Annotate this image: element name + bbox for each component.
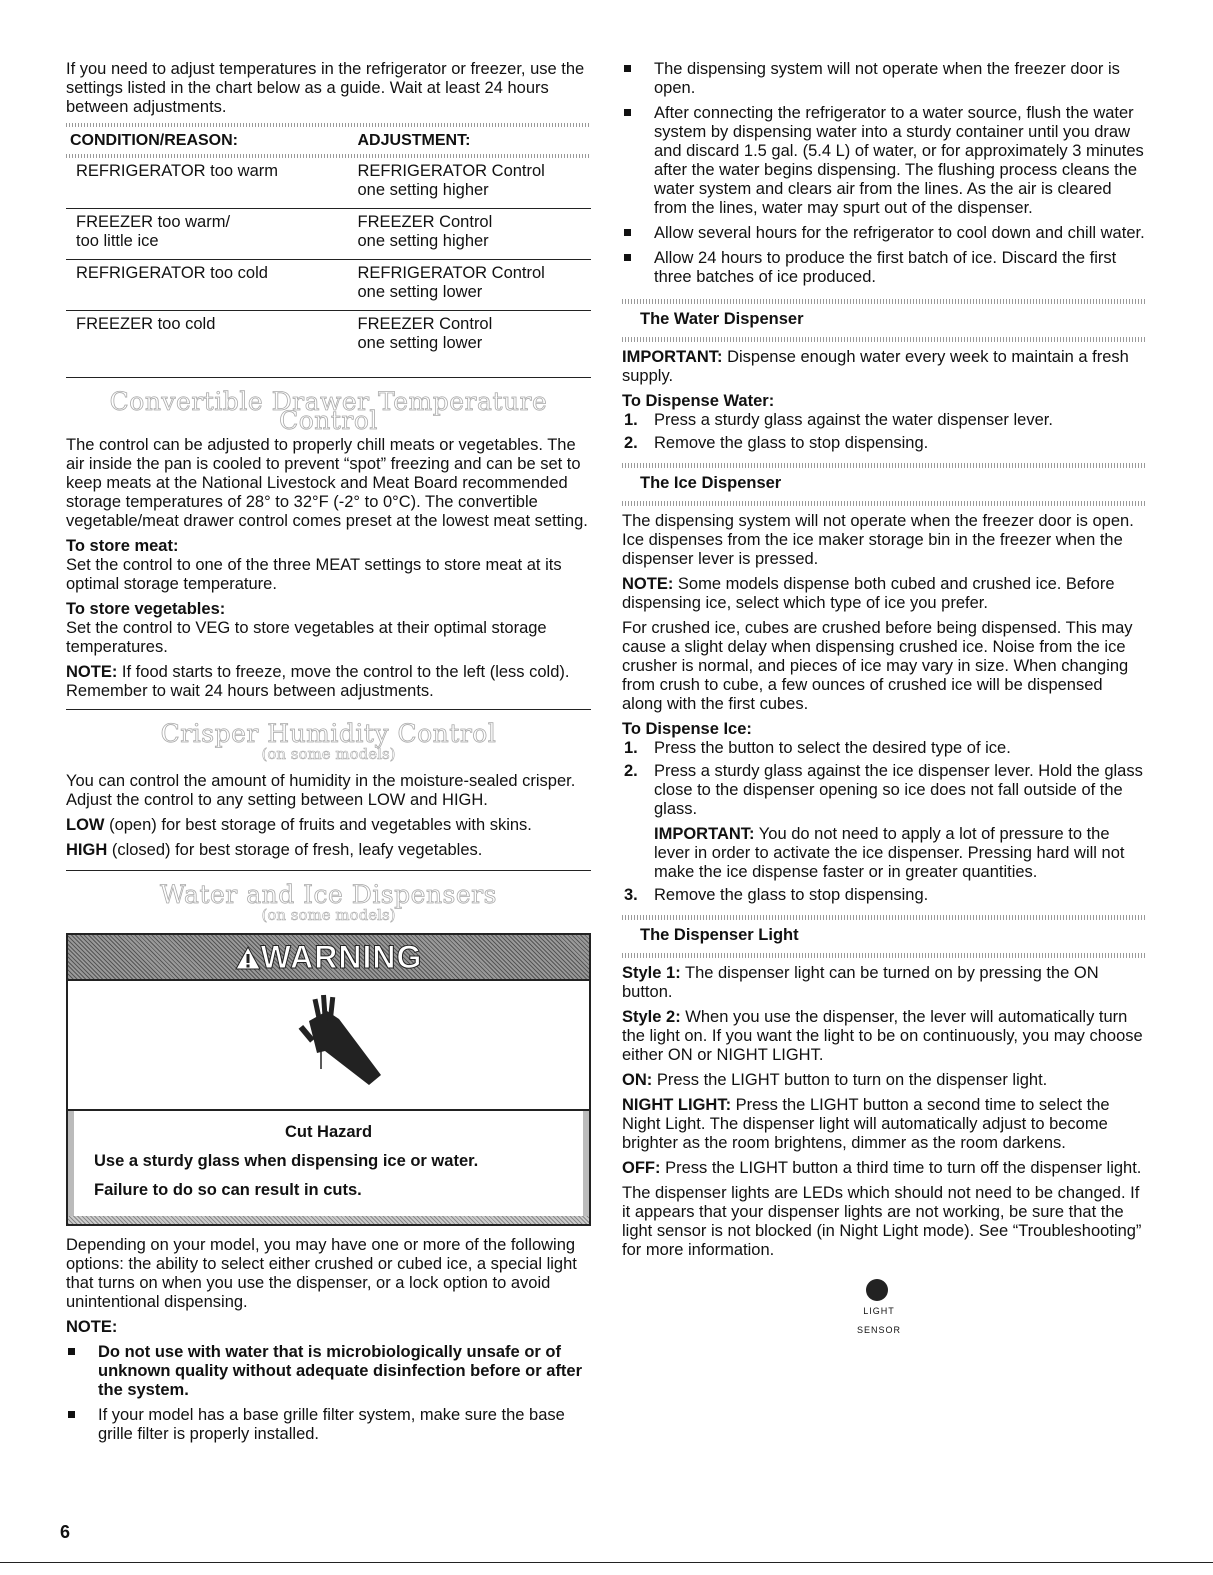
cut-hazard-hand-icon xyxy=(68,979,589,1111)
convertible-note: NOTE: If food starts to freeze, move the control to the left (less cold). Remember to wait 24 hours between adjustments. xyxy=(66,663,570,700)
table-header-condition: CONDITION/REASON: xyxy=(70,132,238,149)
list-item: 1. Press a sturdy glass against the water dispenser lever. xyxy=(624,411,1053,429)
dispensers-subtitle: (on some models) xyxy=(261,906,396,924)
light-style1: Style 1: The dispenser light can be turned on by pressing the ON button. xyxy=(622,964,1099,1001)
section-rule xyxy=(66,709,591,710)
divider xyxy=(622,915,1147,920)
condition-cell: FREEZER too cold xyxy=(76,315,216,333)
warning-triangle-icon xyxy=(235,945,261,971)
list-item: 1. Press the button to select the desired type of ice. xyxy=(624,739,1011,757)
light-heading: The Dispenser Light xyxy=(640,926,799,944)
warning-header xyxy=(68,935,589,979)
light-off: OFF: Press the LIGHT button a third time to turn off the dispenser light. xyxy=(622,1159,1142,1177)
divider xyxy=(622,501,1147,506)
list-item: The dispensing system will not operate when the freezer door is open. xyxy=(622,60,1147,98)
list-item: 2. Press a sturdy glass against the ice dispenser lever. Hold the glass close to the dispenser opening so ice does not fall outside of the glass. IMPORTANT: You do not need to apply a lot of pressure to the lever in order to activate the ice dispenser. Pressing hard will not make the ice dispense faster or in greater quantities. xyxy=(622,762,1147,882)
crisper-low: LOW (open) for best storage of fruits and vegetables with skins. xyxy=(66,816,532,834)
list-item: Do not use with water that is microbiologically unsafe or of unknown quality without adequate disinfection before or after the system. xyxy=(66,1343,591,1400)
section-rule xyxy=(66,377,591,378)
list-item: If your model has a base grille filter system, make sure the base grille filter is properly installed. xyxy=(66,1406,591,1444)
right-column xyxy=(622,60,1147,1335)
warning-line1: Use a sturdy glass when dispensing ice or water. xyxy=(94,1152,479,1170)
ice-steps xyxy=(622,739,1147,905)
divider xyxy=(622,337,1147,342)
adjustment-table xyxy=(66,129,591,361)
list-item: After connecting the refrigerator to a water source, flush the water system by dispensing water into a sturdy container until you draw and discard 1.5 gal. (5.4 L) of water, or for approximately 3 minutes after the water begins dispensing. The flushing process cleans the water system and clears air from the lines. As the air is cleared from the lines, water may spurt out of the dispenser. xyxy=(622,104,1147,218)
adjustment-cell: FREEZER Control one setting higher xyxy=(350,209,592,260)
ice-heading: The Ice Dispenser xyxy=(640,474,782,492)
divider xyxy=(622,953,1147,958)
condition-cell: REFRIGERATOR too warm xyxy=(66,158,350,209)
section-rule xyxy=(66,870,591,871)
list-item: Allow 24 hours to produce the first batch of ice. Discard the first three batches of ice produced. xyxy=(622,249,1147,287)
options-bullets xyxy=(66,1343,591,1444)
adjustment-cell: REFRIGERATOR Control one setting higher xyxy=(350,158,592,209)
crisper-high: HIGH (closed) for best storage of fresh, leafy vegetables. xyxy=(66,841,483,859)
table-row xyxy=(66,311,591,362)
water-steps xyxy=(622,411,1147,453)
convertible-body: The control can be adjusted to properly chill meats or vegetables. The air inside the pan is cooled to prevent “spot” freezing and can be set to keep meats at the National Livestock and Meat Board recommended storage temperatures of 28° to 32°F (-2° to 0°C). The convertible vegetable/meat drawer control comes preset at the lowest meat setting. xyxy=(66,436,588,530)
dispenser-bullets xyxy=(622,60,1147,287)
table-row xyxy=(66,158,591,209)
warning-footer xyxy=(68,1216,589,1224)
crisper-body: You can control the amount of humidity in the moisture-sealed crisper. Adjust the control to any setting between LOW and HIGH. xyxy=(66,772,576,809)
condition-cell: FREEZER too warm/ too little ice xyxy=(66,209,350,260)
list-item: 2. Remove the glass to stop dispensing. xyxy=(624,434,929,452)
warning-body xyxy=(68,1111,589,1216)
options-body: Depending on your model, you may have one or more of the following options: the ability to select either crushed or cubed ice, a special light that turns on when you use the dispenser, or a lock option to avoid unintentional dispensing. xyxy=(66,1236,577,1311)
warning-line2: Failure to do so can result in cuts. xyxy=(94,1181,362,1199)
divider xyxy=(622,299,1147,304)
table-header-adjustment: ADJUSTMENT: xyxy=(357,132,471,149)
light-sensor-icon xyxy=(832,1270,922,1335)
hazard-name: Cut Hazard xyxy=(284,1123,373,1141)
page-number: 6 xyxy=(60,1522,71,1542)
adjustment-cell: FREEZER Control one setting lower xyxy=(357,315,493,352)
divider xyxy=(622,463,1147,468)
light-last: The dispenser lights are LEDs which should not need to be changed. If it appears that your dispenser lights are not working, be sure that the light sensor is not blocked (in Night Light mode). See “Troubleshooting” for more information. xyxy=(622,1184,1142,1259)
ice-to-label: To Dispense Ice: xyxy=(622,720,752,738)
crisper-title: Crisper Humidity Control xyxy=(160,719,497,748)
light-style2: Style 2: When you use the dispenser, the lever will automatically turn the light on. If you want the light to be on continuously, you may choose either ON or NIGHT LIGHT. xyxy=(622,1008,1143,1064)
table-row xyxy=(66,260,591,311)
ice-important: IMPORTANT: You do not need to apply a lot of pressure to the lever in order to activate the ice dispenser. Pressing hard will not make the ice dispense faster or in greater quantities. xyxy=(654,825,1125,881)
options-note-label: NOTE: xyxy=(66,1318,118,1336)
veg-text: Set the control to VEG to store vegetables at their optimal storage temperatures. xyxy=(66,619,547,656)
adjustment-cell: REFRIGERATOR Control one setting lower xyxy=(350,260,592,311)
ice-note: NOTE: Some models dispense both cubed and crushed ice. Before dispensing ice, select which type of ice you prefer. xyxy=(622,575,1115,612)
light-on: ON: Press the LIGHT button to turn on the dispenser light. xyxy=(622,1071,1048,1089)
meat-label: To store meat: xyxy=(66,537,179,555)
light-night: NIGHT LIGHT: Press the LIGHT button a second time to select the Night Light. The dispenser light will automatically adjust to become brighter as the room brightens, dimmer as the room darkens. xyxy=(622,1096,1110,1152)
crisper-subtitle: (on some models) xyxy=(261,745,396,763)
dispensers-title: Water and Ice Dispensers xyxy=(160,880,497,909)
list-item: Allow several hours for the refrigerator to cool down and chill water. xyxy=(622,224,1147,243)
list-item: 3. Remove the glass to stop dispensing. xyxy=(624,886,929,904)
ice-p2: For crushed ice, cubes are crushed before being dispensed. This may cause a slight delay when dispensing crushed ice. Noise from the ice crusher is normal, and pieces of ice may vary in size. When changing from crush to cube, a few ounces of crushed ice will be dispensed along with the first cubes. xyxy=(622,619,1133,713)
ice-p1: The dispensing system will not operate when the freezer door is open. Ice dispenses from the ice maker storage bin in the freezer when the dispenser lever is pressed. xyxy=(622,512,1134,568)
condition-cell: REFRIGERATOR too cold xyxy=(66,260,350,311)
bottom-rule xyxy=(0,1562,1213,1563)
meat-text: Set the control to one of the three MEAT settings to store meat at its optimal storage temperature. xyxy=(66,556,562,593)
table-row xyxy=(66,209,591,260)
light-sensor-label: LIGHT SENSOR xyxy=(856,1306,901,1335)
warning-box xyxy=(66,933,591,1226)
water-heading: The Water Dispenser xyxy=(640,310,804,328)
left-column xyxy=(66,60,591,1450)
water-important: IMPORTANT: Dispense enough water every week to maintain a fresh supply. xyxy=(622,348,1129,385)
water-to-label: To Dispense Water: xyxy=(622,392,775,410)
convertible-title: Convertible Drawer Temperature Control xyxy=(109,387,548,435)
veg-label: To store vegetables: xyxy=(66,600,226,618)
intro-text: If you need to adjust temperatures in the refrigerator or freezer, use the settings listed in the chart below as a guide. Wait at least 24 hours between adjustments. xyxy=(66,60,585,116)
warning-label: WARNING xyxy=(235,935,423,979)
divider xyxy=(66,123,591,127)
